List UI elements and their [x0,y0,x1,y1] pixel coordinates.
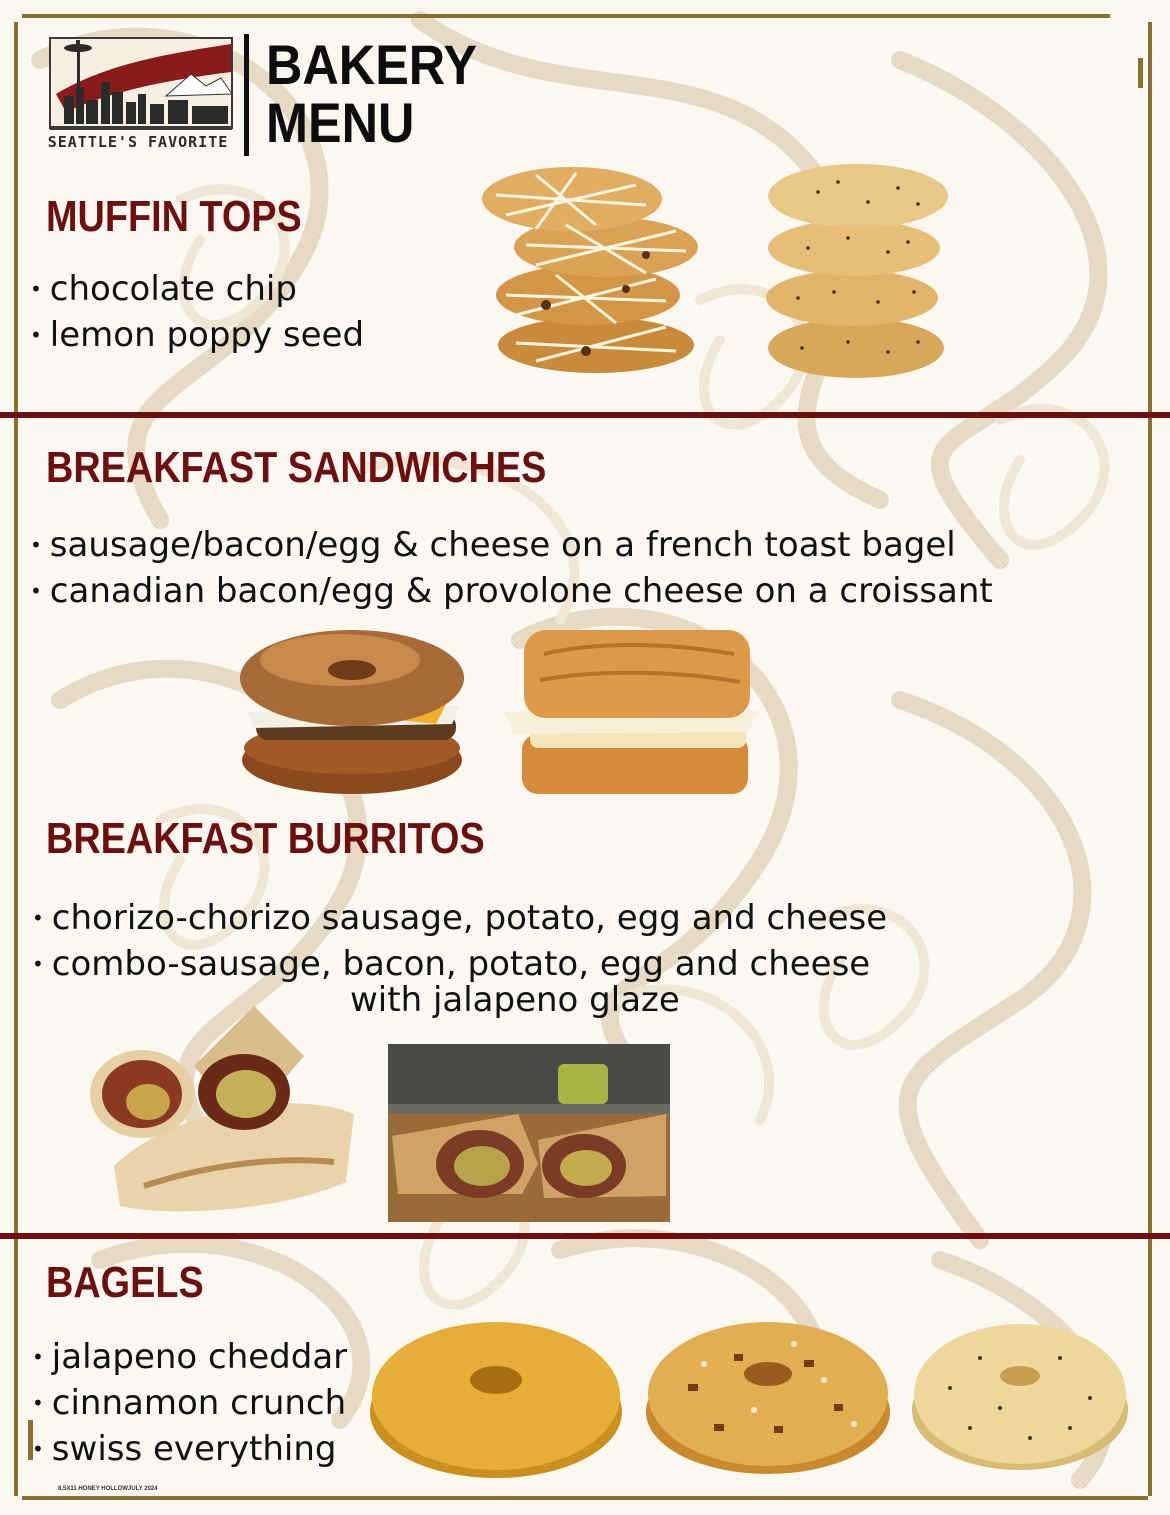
lemon-poppy-seed-muffin-tops-photo [758,152,958,382]
section-heading-muffin-tops: MUFFIN TOPS [46,192,302,241]
muffin-tops-list [30,268,364,360]
list-item: • jalapeno cheddar [32,1336,347,1382]
bagels-list [32,1336,347,1474]
page-title-line-2: MENU [266,91,415,154]
footer-note: 8.5X11 HONEY HOLLOWJULY 2024 [58,1486,158,1492]
breakfast-sandwiches-list [30,524,993,616]
bagel-sandwich-photo [240,620,466,800]
burrito-item-continuation: with jalapeno glaze [350,980,680,1020]
croissant-sandwich-photo [504,624,758,800]
frame-top-line [22,14,1110,18]
frame-left-line [14,22,18,1496]
list-item: • chocolate chip [30,268,364,314]
title-divider-bar [244,34,249,156]
burritos-photo [84,996,362,1222]
burritos-cutting-board-photo [388,1044,670,1222]
cinnamon-crunch-bagel-photo [644,1314,894,1478]
section-divider [0,1233,1170,1239]
logo-caption: SEATTLE'S FAVORITE [47,133,229,151]
section-divider [0,412,1170,418]
frame-bottom-line [22,1496,1148,1500]
section-heading-bagels: BAGELS [46,1258,204,1307]
jalapeno-cheddar-bagel-photo [368,1314,626,1482]
list-item: • sausage/bacon/egg & cheese on a french toast bagel [30,524,993,570]
list-item: • swiss everything [32,1428,347,1474]
swiss-everything-bagel-photo [910,1318,1132,1474]
page-title-line-1: BAKERY [266,33,477,96]
breakfast-burritos-list [32,897,887,989]
list-item: • cinnamon crunch [32,1382,347,1428]
list-item: • combo-sausage, bacon, potato, egg and cheese [32,943,887,989]
list-item: • lemon poppy seed [30,314,364,360]
page-title [266,33,500,154]
frame-corner-accent-tr [1138,58,1143,88]
section-heading-breakfast-sandwiches: BREAKFAST SANDWICHES [46,443,547,492]
chocolate-chip-muffin-tops-photo [476,155,706,380]
list-item: • chorizo-chorizo sausage, potato, egg and cheese [32,897,887,943]
section-heading-breakfast-burritos: BREAKFAST BURRITOS [46,814,485,863]
list-item: • canadian bacon/egg & provolone cheese on a croissant [30,570,993,616]
frame-right-line [1148,22,1152,1496]
